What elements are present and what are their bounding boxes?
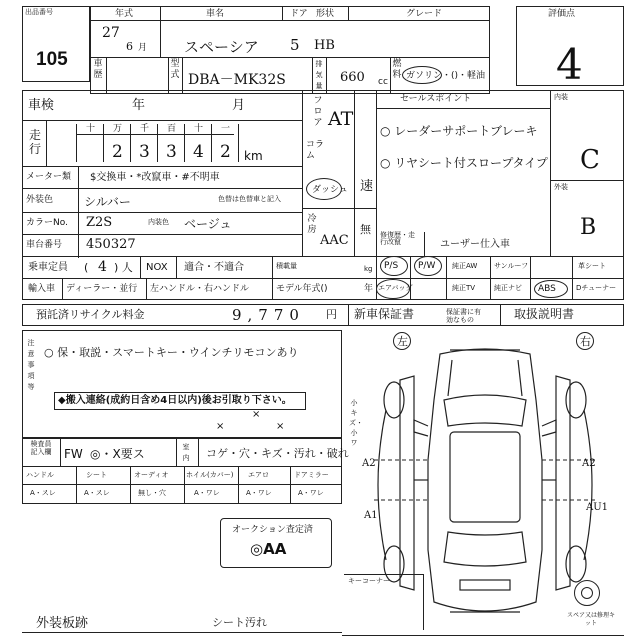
bt-value-5: A・ワレ — [246, 489, 272, 497]
right-mark: 右 — [580, 335, 591, 348]
mileage-unit-1: 十 — [86, 124, 96, 134]
capacity-value: 4 — [98, 259, 107, 275]
user-purchase-inspect: 修復歴・走行改竄 — [380, 231, 415, 246]
exterior-color-value: シルバー — [84, 195, 131, 209]
equip-navi: 純正ナビ — [494, 284, 522, 292]
inspection-label: 車検 — [28, 98, 55, 113]
interior-grade-label: 内装 — [554, 93, 568, 101]
equip-airbag: エアバッグ — [378, 284, 413, 292]
shape-value: HB — [314, 38, 335, 53]
equip-ps: P/S — [384, 261, 399, 271]
mileage-digit-5: 4 — [193, 142, 204, 162]
recycle-value: 9,770 — [232, 306, 305, 324]
equip-abs: ABS — [538, 284, 556, 294]
recycle-label: 預託済リサイクル料金 — [36, 308, 145, 321]
mileage-digit-4: 3 — [166, 142, 177, 162]
sales-point-2: ○ リヤシート付スロープタイプ — [380, 156, 548, 170]
equip-leather: 革シート — [578, 262, 606, 270]
color-no-value: Z2S — [86, 215, 113, 230]
month-value: 6 — [126, 40, 133, 53]
exterior-grade-label: 外装 — [554, 183, 568, 191]
exterior-color-label: 外装色 — [26, 195, 54, 205]
bt-value-2: A・スレ — [84, 489, 110, 497]
mileage-digit-2: 2 — [112, 142, 123, 162]
import-dealer: ディーラー・並行 — [66, 284, 138, 294]
footer-handwritten: 外装板跡 — [36, 616, 89, 631]
notes-handwritten-text: 保・取説・スマートキー・ウインチリモコンあり — [57, 346, 299, 359]
diagram-mark-a2-right: A2 — [582, 458, 596, 469]
score-label: 評価点 — [548, 9, 576, 19]
spare-wheel-hub — [581, 587, 593, 599]
warranty-label: 新車保証書 — [354, 307, 415, 321]
nox-label: NOX — [146, 262, 168, 273]
fuel-value: ガソリン・()・軽油 — [406, 71, 486, 81]
mileage-km: km — [244, 149, 263, 163]
load-unit: kg — [364, 265, 373, 273]
lot-label: 出品番号 — [25, 8, 53, 16]
exterior-grade-value: B — [580, 215, 597, 240]
inspector-label: 検査員記入欄 — [30, 440, 52, 456]
import-year-unit: 年 — [364, 284, 374, 294]
diagram-mark-a1-left: A1 — [364, 510, 378, 521]
year-label: 年式 — [115, 9, 134, 19]
stamp-line2-text: AA — [263, 540, 287, 558]
diagram-mark-a2-left: A2 — [362, 458, 376, 469]
equip-dtuner: Dチューナー — [576, 284, 617, 292]
equip-abs-circle — [534, 280, 568, 298]
inspection-year-unit: 年 — [132, 98, 146, 113]
fuel-label: 燃料 — [392, 59, 402, 80]
displacement-label: 排気量 — [315, 60, 323, 90]
capacity-label: 乗車定員 — [28, 262, 68, 273]
equip-sunroof: サンルーフ — [494, 262, 529, 270]
car-history-label: 車歴 — [93, 59, 103, 80]
interior-color-label: 内装色 — [148, 218, 169, 226]
door-value: 5 — [290, 36, 300, 54]
ac-none-label: 無 — [360, 223, 371, 236]
equip-tv: 純正TV — [452, 284, 476, 292]
bt-header-1: ハンドル — [26, 471, 54, 479]
ac-label: 冷房 — [307, 214, 317, 235]
equip-aw: 純正AW — [452, 262, 478, 270]
floor-value: AT — [328, 108, 354, 130]
mileage-unit-2: 万 — [113, 124, 123, 134]
interior-grade-value: C — [580, 145, 600, 175]
cc-unit: cc — [378, 77, 388, 87]
grade-label: グレード — [406, 9, 443, 19]
sales-point-2-text: リヤシート付スロープタイプ — [394, 156, 548, 170]
floor-label: フロア — [313, 96, 323, 128]
footer-seat: シート汚れ — [212, 616, 267, 629]
bt-value-6: A・ワレ — [298, 489, 324, 497]
bt-header-3: オーディオ — [134, 471, 169, 479]
meter-options: $交換車・*改竄車・#不明車 — [90, 172, 220, 183]
bt-value-4: A・ワレ — [194, 489, 220, 497]
bt-header-6: ドアミラー — [294, 471, 329, 479]
recycle-unit: 円 — [326, 308, 337, 321]
notes-x-2: × — [276, 421, 285, 432]
dash-circle — [306, 178, 342, 200]
meter-label: メーター類 — [26, 172, 72, 182]
exterior-color-note: 色替は色替車と記入 — [218, 195, 281, 203]
left-mark: 左 — [397, 335, 408, 348]
sales-point-1-text: レーダーサポートブレーキ — [394, 124, 538, 138]
inner-value: コゲ・穴・キズ・汚れ・破れ — [206, 447, 349, 460]
warning-text: ◆搬入連絡(成約日含め4日以内)後お引取り下さい。 — [58, 395, 292, 406]
import-label: 輸入車 — [28, 284, 56, 294]
equip-pw: P/W — [418, 261, 436, 271]
import-model-year: モデル年式() — [276, 284, 328, 294]
mileage-unit-4: 百 — [167, 124, 177, 134]
mileage-unit-3: 千 — [140, 124, 150, 134]
door-label: ドア — [290, 9, 308, 19]
year-value: 27 — [102, 25, 120, 41]
capacity-open: ( — [84, 261, 89, 274]
spare-label: スペア又は修理キット — [566, 612, 615, 627]
import-handle: 左ハンドル・右ハンドル — [150, 284, 250, 294]
capacity-unit: ) 人 — [114, 261, 133, 274]
capacity-unit-text: 人 — [121, 261, 133, 274]
interior-color-value: ベージュ — [184, 217, 232, 231]
equip-airbag-circle — [376, 279, 413, 299]
sales-points-label: セールスポイント — [400, 94, 472, 104]
chassis-label: 車台番号 — [26, 240, 63, 250]
warning-text-body: 搬入連絡(成約日含め4日以内)後お引取り下さい。 — [65, 395, 292, 406]
nox-value: 適合・不適合 — [184, 262, 244, 273]
bt-header-5: エアロ — [248, 471, 269, 479]
sales-point-1: ○ レーダーサポートブレーキ — [380, 124, 538, 138]
mileage-digit-3: 3 — [139, 142, 150, 162]
column-label: コラム — [306, 140, 325, 161]
bt-value-1: A・スレ — [30, 489, 56, 497]
car-name-label: 車名 — [206, 9, 225, 19]
notes-handwritten: ○ 保・取説・スマートキー・ウインチリモコンあり — [44, 346, 299, 359]
displacement-value: 660 — [340, 70, 365, 85]
load-label: 積載量 — [276, 262, 297, 270]
model-value: DBA－MK32S — [188, 72, 286, 88]
month-unit: 月 — [138, 43, 148, 53]
inspection-month-unit: 月 — [232, 98, 246, 113]
diagram-side-label: 小キズ・小ワ — [349, 399, 363, 447]
notes-label: 注意事項等 — [27, 339, 35, 391]
score-value: 4 — [556, 40, 583, 89]
shape-label: 形状 — [316, 9, 335, 19]
color-no-label: カラーNo. — [26, 218, 68, 228]
dash-label: ダッシュ — [312, 185, 348, 195]
model-label: 型式 — [170, 59, 180, 80]
speed-label: 速 — [360, 179, 374, 194]
notes-x-1: × — [216, 421, 225, 432]
equip-ps-circle — [380, 256, 408, 276]
ac-value: AAC — [320, 233, 349, 248]
mileage-digit-6: 2 — [220, 142, 231, 162]
key-corner-label: キーコーナー — [348, 577, 390, 585]
bt-header-2: シート — [86, 471, 107, 479]
notes-x-3: × — [252, 409, 261, 420]
bt-value-3: 無し・穴 — [138, 489, 166, 497]
mileage-unit-5: 十 — [194, 124, 204, 134]
lot-number: 105 — [36, 49, 68, 70]
stamp-line1: オークション査定済 — [232, 525, 313, 535]
chassis-value: 450327 — [86, 237, 136, 252]
car-name-value: スペーシア — [184, 38, 259, 56]
equip-pw-circle — [414, 256, 442, 276]
bt-header-4: ホイル(カバー) — [186, 471, 234, 479]
fuel-circle — [402, 66, 442, 84]
mileage-label: 走行 — [28, 128, 41, 156]
fw-label: FW — [64, 447, 83, 461]
manual-label: 取扱説明書 — [514, 307, 575, 321]
user-purchase-label: ユーザー仕入車 — [440, 239, 510, 250]
stamp-line2: ◎AA — [250, 540, 287, 558]
mileage-unit-6: 一 — [221, 124, 231, 134]
inner-label: 室内 — [182, 443, 190, 462]
fw-value: ◎・X要ス — [90, 447, 145, 461]
diagram-mark-au1-right: AU1 — [586, 502, 609, 513]
warranty-note: 保証書に有効なもの — [446, 308, 481, 324]
